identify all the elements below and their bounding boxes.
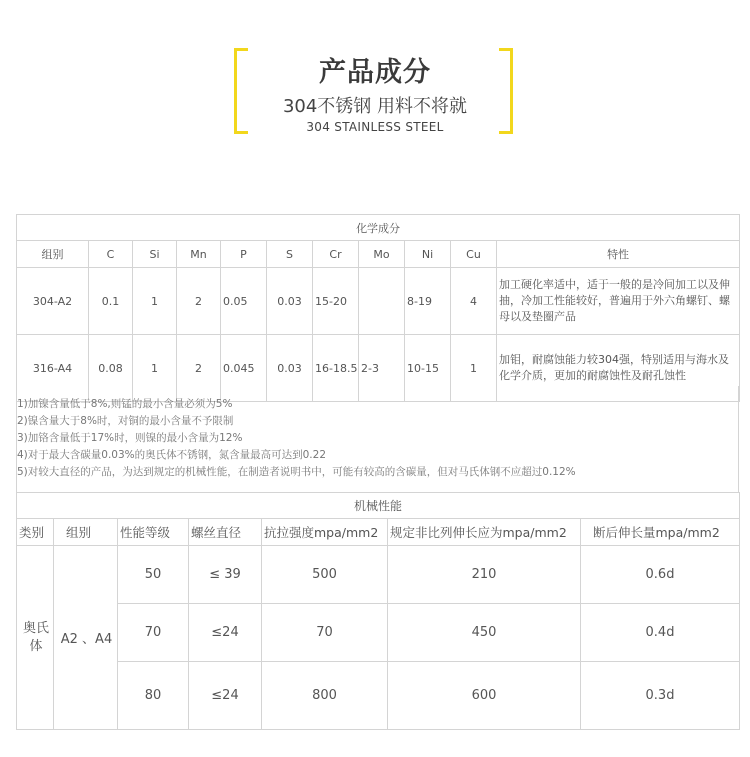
mech-table-header-row [17, 519, 740, 546]
cell-yield: 600 [388, 662, 581, 730]
table-row [17, 604, 740, 662]
chem-header-cell: Si [133, 241, 177, 268]
cell-grade: 50 [118, 546, 189, 604]
table-row [17, 546, 740, 604]
cell-feature: 加钼，耐腐蚀能力较304强，特别适用与海水及化学介质，更加的耐腐蚀性及耐孔蚀性 [497, 335, 740, 402]
cell-elongation: 0.6d [581, 546, 740, 604]
chem-table-header-row [17, 241, 740, 268]
page-subtitle-en: 304 STAINLESS STEEL [306, 120, 444, 134]
cell-c: 0.1 [89, 268, 133, 335]
mech-header-cell: 螺丝直径 [189, 519, 262, 546]
table-row [17, 268, 740, 335]
note-line: 3)加铬含量低于17%时，则镍的最小含量为12% [17, 432, 243, 444]
cell-tensile: 70 [262, 604, 388, 662]
cell-grade: 80 [118, 662, 189, 730]
cell-mn: 2 [177, 268, 221, 335]
cell-elongation: 0.4d [581, 604, 740, 662]
chem-header-cell: Mn [177, 241, 221, 268]
cell-category: 奥氏体 [17, 546, 54, 730]
chem-header-cell: 特性 [497, 241, 740, 268]
chem-header-cell: C [89, 241, 133, 268]
cell-grade: 70 [118, 604, 189, 662]
cell-group: 316-A4 [17, 335, 89, 402]
cell-ni: 8-19 [405, 268, 451, 335]
cell-mo [359, 268, 405, 335]
table-row [17, 662, 740, 730]
cell-s: 0.03 [267, 335, 313, 402]
cell-mo: 2-3 [359, 335, 405, 402]
cell-c: 0.08 [89, 335, 133, 402]
note-line: 4)对于最大含碳量0.03%的奥氏体不锈钢，氮含量最高可达到0.22 [17, 449, 327, 461]
section-header [0, 0, 750, 150]
cell-cr: 16-18.5 [313, 335, 359, 402]
mech-header-cell: 类别 [17, 519, 54, 546]
cell-cu: 4 [451, 268, 497, 335]
cell-diameter: ≤24 [189, 662, 262, 730]
cell-p: 0.045 [221, 335, 267, 402]
cell-p: 0.05 [221, 268, 267, 335]
mech-header-cell: 组别 [54, 519, 118, 546]
cell-tensile: 800 [262, 662, 388, 730]
cell-yield: 210 [388, 546, 581, 604]
cell-cu: 1 [451, 335, 497, 402]
cell-diameter: ≤ 39 [189, 546, 262, 604]
cell-si: 1 [133, 335, 177, 402]
chem-header-cell: Cr [313, 241, 359, 268]
cell-s: 0.03 [267, 268, 313, 335]
page-title: 产品成分 [319, 57, 431, 88]
page-subtitle: 304不锈钢 用料不将就 [282, 96, 468, 117]
note-line: 2)镍含量大于8%时，对铜的最小含量不予限制 [17, 415, 234, 427]
cell-elongation: 0.3d [581, 662, 740, 730]
note-line: 1)加镍含量低于8%,则锰的最小含量必须为5% [17, 398, 233, 410]
mech-header-cell: 抗拉强度mpa/mm2 [262, 519, 388, 546]
chem-table-caption: 化学成分 [17, 215, 740, 241]
mech-table-caption: 机械性能 [17, 493, 740, 519]
note-line: 5)对较大直径的产品，为达到规定的机械性能，在制造者说明书中，可能有较高的含碳量，但对马氏体钢不应超过0.12% [17, 466, 576, 478]
mech-header-cell: 规定非比列伸长应为mpa/mm2 [388, 519, 581, 546]
cell-group: 304-A2 [17, 268, 89, 335]
chem-header-cell: Mo [359, 241, 405, 268]
chem-header-cell: Cu [451, 241, 497, 268]
cell-feature: 加工硬化率适中，适于一般的是冷间加工以及伸抽，冷加工性能较好，普遍用于外六角螺钉、螺母以及垫圈产品 [497, 268, 740, 335]
cell-tensile: 500 [262, 546, 388, 604]
composition-notes [16, 386, 739, 492]
cell-si: 1 [133, 268, 177, 335]
cell-mn: 2 [177, 335, 221, 402]
cell-group: A2 、A4 [54, 546, 118, 730]
chemical-composition-table [16, 214, 740, 402]
chem-header-cell: P [221, 241, 267, 268]
mechanical-properties-table [16, 492, 740, 730]
mech-header-cell: 性能等级 [118, 519, 189, 546]
cell-ni: 10-15 [405, 335, 451, 402]
mech-header-cell: 断后伸长量mpa/mm2 [581, 519, 740, 546]
cell-diameter: ≤24 [189, 604, 262, 662]
chem-header-cell: 组别 [17, 241, 89, 268]
cell-yield: 450 [388, 604, 581, 662]
cell-cr: 15-20 [313, 268, 359, 335]
chem-header-cell: S [267, 241, 313, 268]
chem-header-cell: Ni [405, 241, 451, 268]
